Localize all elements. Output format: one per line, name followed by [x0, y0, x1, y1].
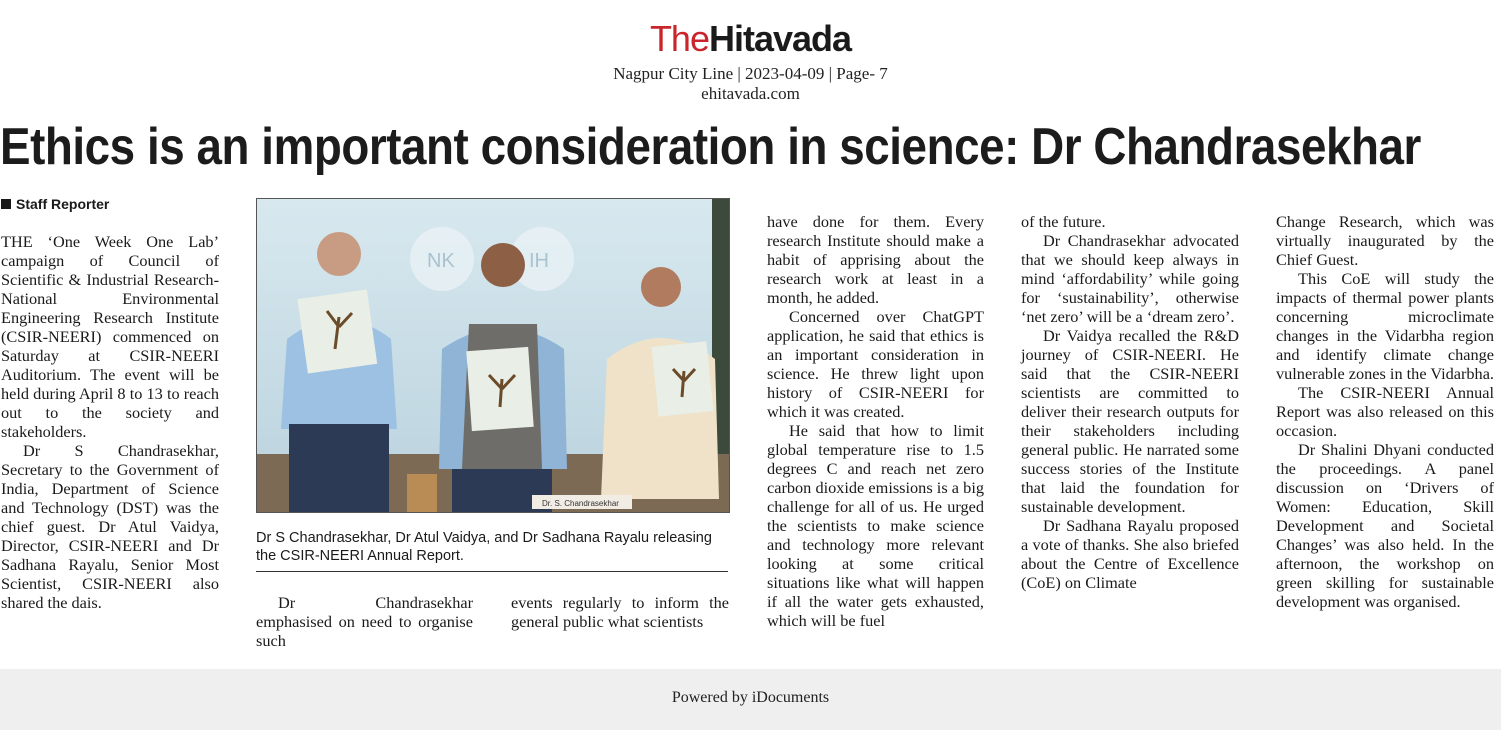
- paragraph: of the future.: [1021, 212, 1106, 231]
- paragraph: Dr Chandrasekhar advocated that we should keep always in mind ‘affordability’ while going for ‘sustainability’, otherwise ‘net zero’ will be a ‘dream zero’.: [1021, 231, 1239, 326]
- byline: [1, 195, 109, 213]
- masthead: [0, 18, 1501, 104]
- paragraph: Dr Sadhana Rayalu proposed a vote of thanks. She also briefed about the Centre of Excellence (CoE) on Climate: [1021, 516, 1239, 592]
- article-photo: [256, 198, 730, 513]
- article-column-2b: [511, 593, 729, 631]
- site-link[interactable]: ehitavada.com: [701, 84, 800, 103]
- photo-illustration: [257, 199, 729, 512]
- article-column-3: [767, 212, 984, 630]
- edition-info: Nagpur City Line | 2023-04-09 | Page- 7: [613, 64, 888, 83]
- newspaper-logo: TheHitavada: [649, 18, 852, 59]
- footer-bar: [0, 669, 1501, 730]
- byline-square-icon: [1, 199, 11, 209]
- article-column-5: [1276, 212, 1494, 611]
- photo-caption: Dr S Chandrasekhar, Dr Atul Vaidya, and Dr Sadhana Rayalu releasing the CSIR-NEERI Annual Report.: [256, 529, 728, 572]
- paragraph: The CSIR-NEERI Annual Report was also released on this occasion.: [1276, 383, 1494, 440]
- article-column-4: [1021, 212, 1239, 592]
- powered-by-link[interactable]: Powered by iDocuments: [671, 689, 830, 706]
- article-column-2a: [256, 593, 473, 650]
- paragraph: THE ‘One Week One Lab’ campaign of Council of Scientific & Industrial Research-National Environmental Engineering Research Institute (CSIR-NEERI) commenced on Saturday at CSIR-NEERI Auditorium. The event will be held during April 8 to 13 to reach out to the society and stakeholders.: [1, 232, 219, 441]
- backdrop-letters: NK: [427, 250, 455, 272]
- backdrop-letters: IH: [529, 250, 549, 272]
- nameplate-text: Dr. S. Chandrasekhar: [542, 499, 619, 508]
- paragraph: Change Research, which was virtually inaugurated by the Chief Guest.: [1276, 212, 1494, 269]
- paragraph: Dr Vaidya recalled the R&D journey of CSIR-NEERI. He said that the CSIR-NEERI scientists are committed to deliver their research outputs for their stakeholders including general public. He narrated some success stories of the Institute that laid the foundation for sustainable development.: [1021, 326, 1239, 516]
- article-column-1: [1, 232, 219, 612]
- paragraph: He said that how to limit global temperature rise to 1.5 degrees C and reach net zero carbon dioxide emissions is a big challenge for all of us. He urged the scientists to make science and technology more relevant looking at some critical situations like what will happen if all the water gets exhausted, which will be fuel: [767, 421, 984, 630]
- paragraph: Dr Shalini Dhyani conducted the proceedings. A panel discussion on ‘Drivers of Women: Education, Skill Development and Societal Changes’ was also held. In the afternoon, the workshop on green skilling for sustainable development was organised.: [1276, 440, 1494, 611]
- byline-text: Staff Reporter: [16, 196, 110, 212]
- paragraph: events regularly to inform the general public what scientists: [511, 593, 729, 631]
- headline: Ethics is an important consideration in science: Dr Chandrasekhar: [0, 118, 1421, 176]
- paragraph: Dr S Chandrasekhar, Secretary to the Government of India, Department of Science and Technology (DST) was the chief guest. Dr Atul Vaidya, Director, CSIR-NEERI and Dr Sadhana Rayalu, Senior Most Scientist, CSIR-NEERI also shared the dais.: [1, 441, 219, 612]
- paragraph: Concerned over ChatGPT application, he said that ethics is an important consideration in science. He threw light upon history of CSIR-NEERI for which it was created.: [767, 307, 984, 421]
- paragraph: have done for them. Every research Institute should make a habit of apprising about the research work at least in a month, he added.: [767, 212, 984, 307]
- paragraph: This CoE will study the impacts of thermal power plants concerning microclimate changes in the Vidarbha region and identify climate change vulnerable zones in the Vidarbha.: [1276, 269, 1494, 383]
- paragraph: Dr Chandrasekhar emphasised on need to organise such: [256, 593, 473, 650]
